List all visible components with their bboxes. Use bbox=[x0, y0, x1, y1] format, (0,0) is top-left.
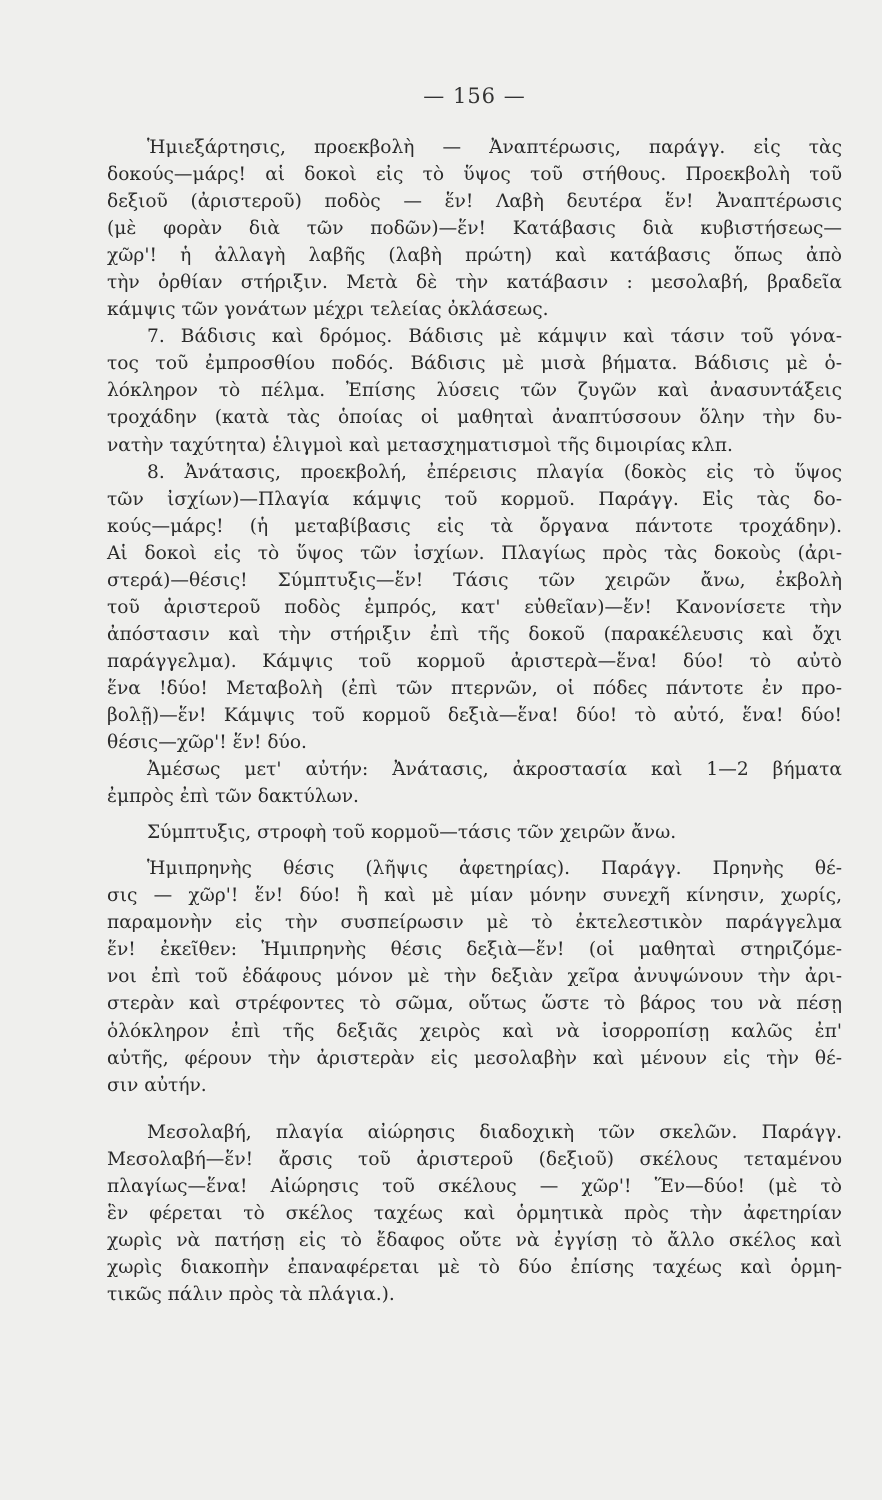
text-line: τοῦ ἀριστεροῦ ποδὸς ἐμπρός, κατ' εὐθεῖαν)—ἕν! Κανονίσετε τὴν bbox=[107, 596, 842, 618]
text-line: Ἡμιπρηνὴς θέσις (λῆψις ἀφετηρίας). Παράγγ. Πρηνὴς θέ- bbox=[147, 858, 842, 880]
text-line: χωρὶς διακοπὴν ἐπαναφέρεται μὲ τὸ δύο ἐπίσης ταχέως καὶ ὁρμη- bbox=[107, 1256, 842, 1278]
text-line: ἓν φέρεται τὸ σκέλος ταχέως καὶ ὁρμητικὰ πρὸς τὴν ἀφετηρίαν bbox=[107, 1202, 842, 1224]
text-line: θέσις—χῶρ'! ἕν! δύο. bbox=[107, 732, 307, 754]
text-line: τροχάδην (κατὰ τὰς ὁποίας οἱ μαθηταὶ ἀναπτύσσουν ὅλην τὴν δυ- bbox=[107, 407, 842, 429]
text-line: νατὴν ταχύτητα) ἑλιγμοὶ καὶ μετασχηματισμοὶ τῆς διμοιρίας κλπ. bbox=[107, 434, 733, 456]
text-line: στερὰν καὶ στρέφοντες τὸ σῶμα, οὕτως ὥστε τὸ βάρος του νὰ πέσῃ bbox=[107, 993, 842, 1015]
page-number: — 156 — bbox=[423, 84, 526, 108]
text-line: αὐτῆς, φέρουν τὴν ἀριστερὰν εἰς μεσολαβὴν καὶ μένουν εἰς τὴν θέ- bbox=[107, 1047, 842, 1069]
text-line: ὁλόκληρον ἐπὶ τῆς δεξιᾶς χειρὸς καὶ νὰ ἰσορροπίσῃ καλῶς ἐπ' bbox=[107, 1020, 842, 1042]
text-line: ἕνα !δύο! Μεταβολὴ (ἐπὶ τῶν πτερνῶν, οἱ πόδες πάντοτε ἐν προ- bbox=[107, 677, 842, 699]
text-line: βολῇ)—ἕν! Κάμψις τοῦ κορμοῦ δεξιὰ—ἕνα! δύο! τὸ αὐτό, ἕνα! δύο! bbox=[107, 704, 842, 726]
text-line: σις — χῶρ'! ἕν! δύο! ἢ καὶ μὲ μίαν μόνην συνεχῆ κίνησιν, χωρίς, bbox=[107, 885, 842, 907]
text-line: Μεσολαβή—ἕν! ἄρσις τοῦ ἀριστεροῦ (δεξιοῦ) σκέλους τεταμένου bbox=[107, 1148, 842, 1170]
paragraph bbox=[107, 756, 842, 810]
paragraph bbox=[107, 459, 842, 757]
text-line: κάμψις τῶν γονάτων μέχρι τελείας ὀκλάσεως. bbox=[107, 299, 549, 321]
text-line: Ἀμέσως μετ' αὐτήν: Ἀνάτασις, ἀκροστασία καὶ 1—2 βήματα bbox=[147, 759, 842, 781]
text-line: 8. Ἀνάτασις, προεκβολή, ἐπέρεισις πλαγία (δοκὸς εἰς τὸ ὕψος bbox=[147, 461, 842, 483]
text-line: λόκληρον τὸ πέλμα. Ἐπίσης λύσεις τῶν ζυγῶν καὶ ἀνασυντάξεις bbox=[107, 380, 842, 402]
paragraph-spacer bbox=[107, 846, 842, 855]
text-line: χῶρ'! ἡ ἀλλαγὴ λαβῆς (λαβὴ πρώτη) καὶ κατάβασις ὅπως ἀπὸ bbox=[107, 245, 842, 267]
text-line: δοκούς—μάρς! αἱ δοκοὶ εἰς τὸ ὕψος τοῦ στήθους. Προεκβολὴ τοῦ bbox=[107, 164, 842, 186]
text-line: χωρὶς νὰ πατήσῃ εἰς τὸ ἔδαφος οὔτε νὰ ἐγγίσῃ τὸ ἄλλο σκέλος καὶ bbox=[107, 1229, 842, 1251]
paragraph bbox=[107, 855, 842, 1098]
text-line: δεξιοῦ (ἀριστεροῦ) ποδὸς — ἕν! Λαβὴ δευτέρα ἕν! Ἀναπτέρωσις bbox=[107, 191, 842, 213]
text-line: στερά)—θέσις! Σύμπτυξις—ἕν! Τάσις τῶν χειρῶν ἄνω, ἐκβολὴ bbox=[107, 569, 842, 591]
text-line: τῶν ἰσχίων)—Πλαγία κάμψις τοῦ κορμοῦ. Παράγγ. Εἰς τὰς δο- bbox=[107, 488, 842, 510]
text-line: ἐμπρὸς ἐπὶ τῶν δακτύλων. bbox=[107, 786, 359, 808]
paragraph bbox=[107, 1119, 842, 1308]
text-line: ἀπόστασιν καὶ τὴν στήριξιν ἐπὶ τῆς δοκοῦ (παρακέλευσις καὶ ὄχι bbox=[107, 623, 842, 645]
text-line: τος τοῦ ἐμπροσθίου ποδός. Βάδισις μὲ μισὰ βήματα. Βάδισις μὲ ὁ- bbox=[107, 353, 842, 375]
text-line: 7. Βάδισις καὶ δρόμος. Βάδισις μὲ κάμψιν καὶ τάσιν τοῦ γόνα- bbox=[147, 326, 842, 348]
text-line: (μὲ φορὰν διὰ τῶν ποδῶν)—ἕν! Κατάβασις διὰ κυβιστήσεως— bbox=[107, 218, 842, 240]
paragraph-spacer bbox=[107, 810, 842, 819]
text-line: ἕν! ἐκεῖθεν: Ἡμιπρηνὴς θέσις δεξιὰ—ἕν! (οἱ μαθηταὶ στηριζόμε- bbox=[107, 939, 842, 961]
paragraph bbox=[107, 134, 842, 323]
paragraph bbox=[107, 323, 842, 458]
text-line: Σύμπτυξις, στροφὴ τοῦ κορμοῦ—τάσις τῶν χειρῶν ἄνω. bbox=[147, 822, 677, 844]
paragraph-spacer bbox=[107, 1099, 842, 1119]
text-line: σιν αὐτήν. bbox=[107, 1074, 207, 1096]
text-line: Ἡμιεξάρτησις, προεκβολὴ — Ἀναπτέρωσις, παράγγ. εἰς τὰς bbox=[147, 137, 842, 158]
body-text bbox=[107, 134, 842, 1308]
text-line: παραμονὴν εἰς τὴν συσπείρωσιν μὲ τὸ ἐκτελεστικὸν παράγγελμα bbox=[107, 912, 842, 934]
text-line: Αἱ δοκοὶ εἰς τὸ ὕψος τῶν ἰσχίων. Πλαγίως πρὸς τὰς δοκοὺς (ἀρι- bbox=[107, 542, 842, 564]
text-line: παράγγελμα). Κάμψις τοῦ κορμοῦ ἀριστερὰ—ἕνα! δύο! τὸ αὐτὸ bbox=[107, 650, 842, 672]
paragraph bbox=[107, 819, 842, 846]
text-line: νοι ἐπὶ τοῦ ἐδάφους μόνον μὲ τὴν δεξιὰν χεῖρα ἀνυψώνουν τὴν ἀρι- bbox=[107, 966, 842, 988]
text-line: κούς—μάρς! (ἡ μεταβίβασις εἰς τὰ ὄργανα πάντοτε τροχάδην). bbox=[107, 515, 842, 537]
text-line: πλαγίως—ἕνα! Αἰώρησις τοῦ σκέλους — χῶρ'! Ἕν—δύο! (μὲ τὸ bbox=[107, 1175, 842, 1197]
text-line: τὴν ὀρθίαν στήριξιν. Μετὰ δὲ τὴν κατάβασιν : μεσολαβή, βραδεῖα bbox=[107, 272, 842, 294]
text-line: τικῶς πάλιν πρὸς τὰ πλάγια.). bbox=[107, 1283, 395, 1305]
text-line: Μεσολαβή, πλαγία αἰώρησις διαδοχικὴ τῶν σκελῶν. Παράγγ. bbox=[147, 1121, 842, 1143]
